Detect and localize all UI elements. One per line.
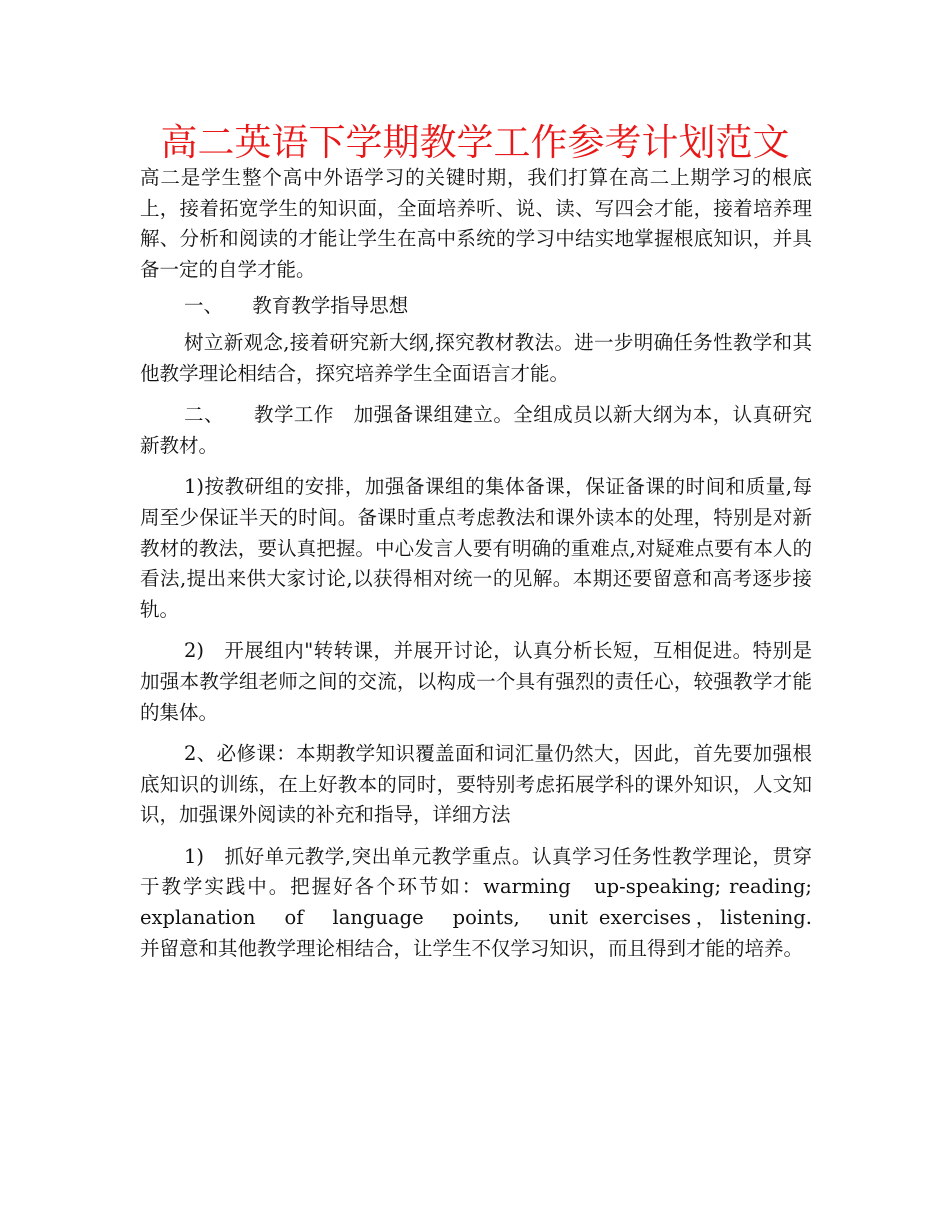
document-body [140,163,852,975]
heading-guiding-thought: 一、 教育教学指导思想 [184,294,409,318]
heading-teaching-work: 二、 教学工作 加强备课组建立。全组成员以新大纲为本，认真研究新教材。 [140,403,812,457]
paragraph-unit-teaching: 1) 抓好单元教学,突出单元教学重点。认真学习任务性教学理论，贯穿于教学实践中。把握好各个环节如：warming up-speaking; reading; explanation of language points, unit exercises，listening. 并留意和其他教学理论相结合，让学生不仅学习知识，而且得到才能的培养。 [140,844,852,960]
paragraph-required-course: 2、必修课：本期教学知识覆盖面和词汇量仍然大，因此，首先要加强根底知识的训练，在上好教本的同时，要特别考虑拓展学科的课外知识，人文知识，加强课外阅读的补充和指导，详细方法 [140,742,812,827]
paragraph-intro: 高二是学生整个高中外语学习的关键时期，我们打算在高二上期学习的根底上，接着拓宽学生的知识面，全面培养听、说、读、写四会才能，接着培养理解、分析和阅读的才能让学生在高中系统的学习中结实地掌握根底知识，并具备一定的自学才能。 [140,166,812,281]
paragraph-item-1: 1)按教研组的安排，加强备课组的集体备课，保证备课的时间和质量,每周至少保证半天的时间。备课时重点考虑教法和课外读本的处理，特别是对新教材的教法，要认真把握。中心发言人要有明确的重难点,对疑难点要有本人的看法,提出来供大家讨论,以获得相对统一的见解。本期还要留意和高考逐步接轨。 [140,475,812,621]
paragraph-item-2: 2) 开展组内"转转课，并展开讨论，认真分析长短，互相促进。特别是加强本教学组老师之间的交流，以构成一个具有强烈的责任心，较强教学才能的集体。 [140,639,812,724]
document-title: 高二英语下学期教学工作参考计划范文 [160,121,790,164]
paragraph-guiding-thought: 树立新观念,接着研究新大纲,探究教材教法。进一步明确任务性教学和其他教学理论相结合，探究培养学生全面语言才能。 [140,330,812,385]
